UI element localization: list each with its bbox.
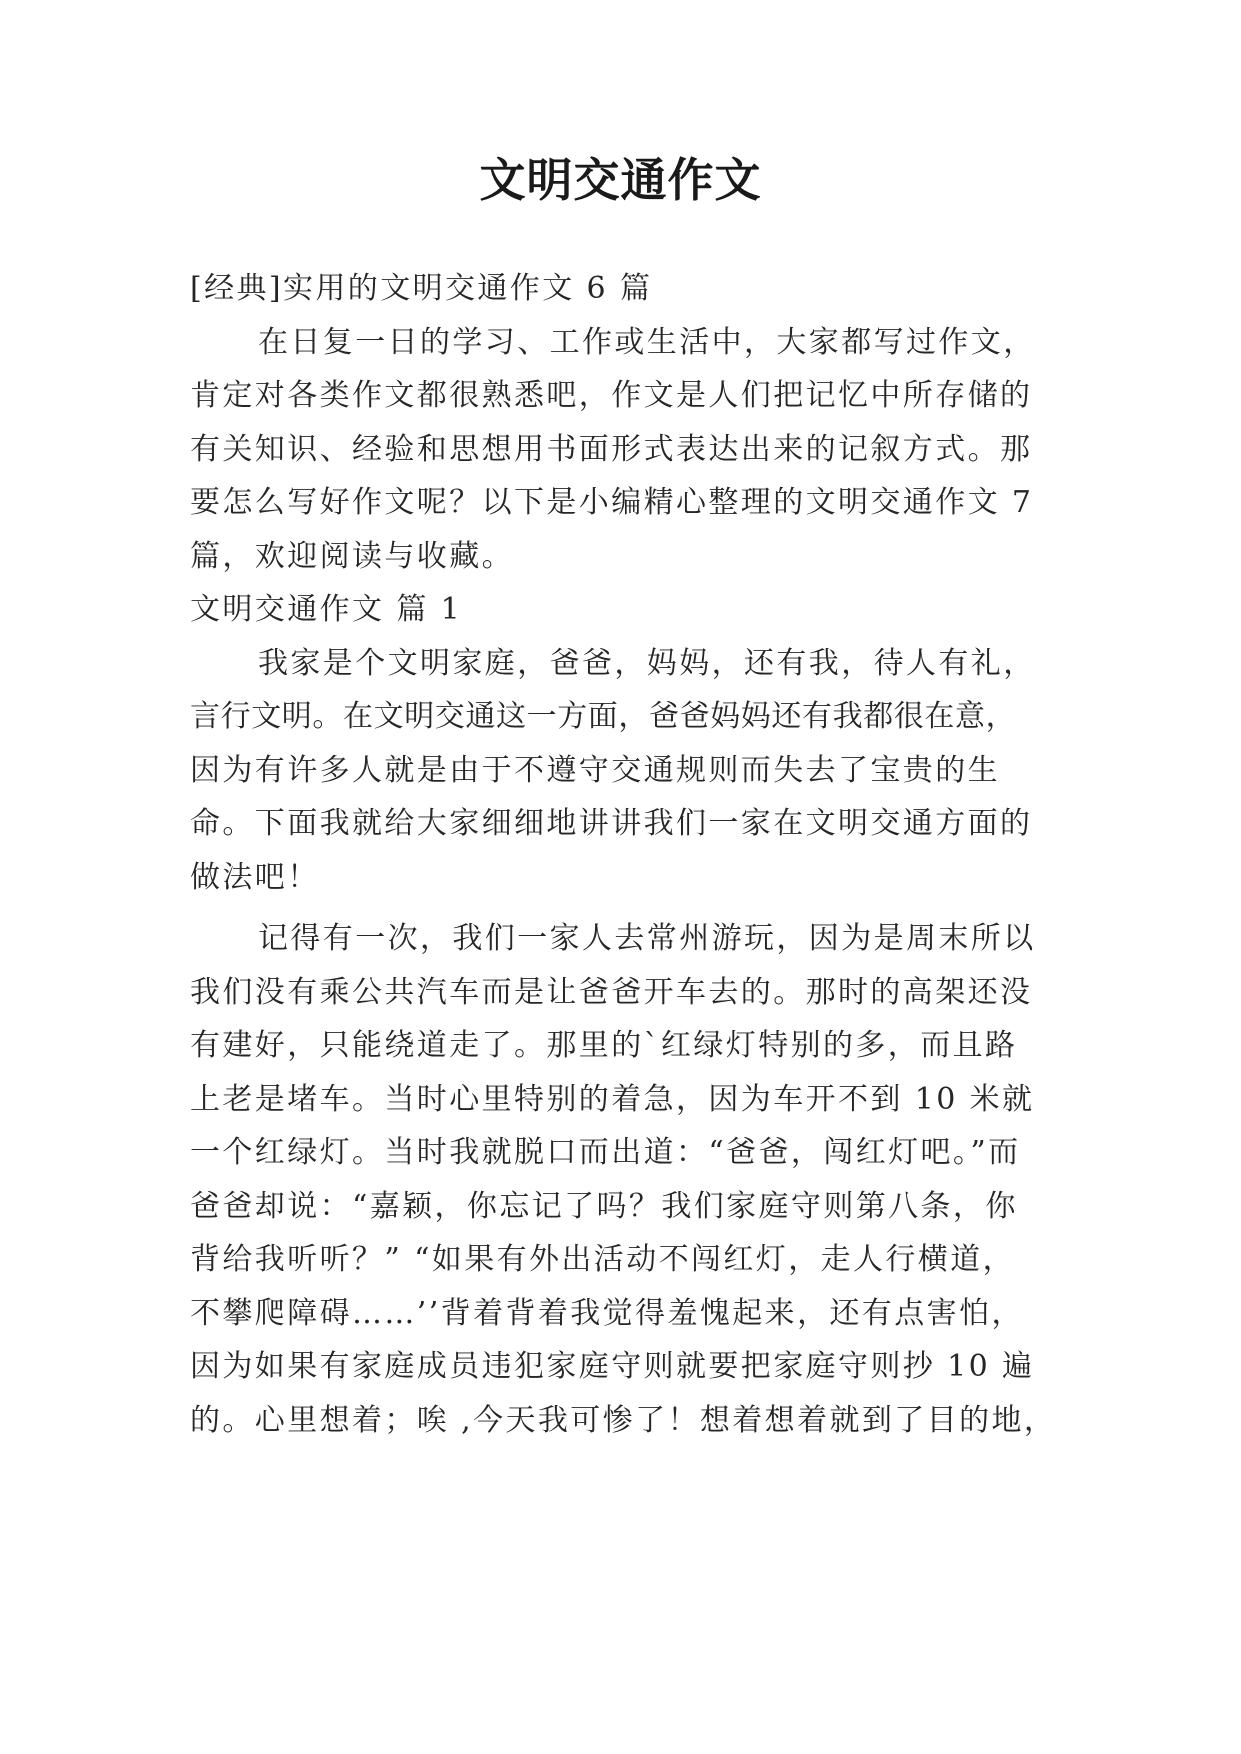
document-body — [190, 262, 1070, 1447]
paragraph-line: 不攀爬障碍……’’背着背着我觉得羞愧起来，还有点害怕， — [190, 1295, 1024, 1331]
paragraph-line: 一个红绿灯。当时我就脱口而出道：“爸爸，闯红灯吧。”而 — [190, 1135, 1021, 1170]
intro-paragraph-line: 有关知识、经验和思想用书面形式表达出来的记叙方式。那 — [190, 431, 1033, 467]
paragraph-line: 言行文明。在文明交通这一方面，爸爸妈妈还有我都很在意， — [190, 699, 1017, 734]
intro-paragraph-line: 肯定对各类作文都很熟悉吧，作文是人们把记忆中所存储的 — [190, 378, 1033, 413]
section-heading: 文明交通作文 篇 1 — [190, 592, 463, 627]
paragraph-line: 我家是个文明家庭，爸爸，妈妈，还有我，待人有礼， — [258, 645, 1036, 681]
paragraph-line: 因为有许多人就是由于不遵守交通规则而失去了宝贵的生 — [190, 752, 1000, 788]
paragraph-line: 有建好，只能绕道走了。那里的`红绿灯特别的多，而且路 — [190, 1028, 1018, 1063]
paragraph-line: 命。下面我就给大家细细地讲讲我们一家在文明交通方面的 — [190, 806, 1033, 841]
article-subtitle: [经典]实用的文明交通作文 6 篇 — [190, 271, 653, 306]
paragraph-line: 做法吧！ — [190, 859, 320, 895]
paragraph-line: 的。心里想着；唉 ,今天我可惨了！想着想着就到了目的地， — [190, 1402, 1057, 1438]
document-title: 文明交通作文 — [479, 153, 762, 207]
paragraph-line: 上老是堵车。当时心里特别的着急，因为车开不到 10 米就 — [190, 1081, 1035, 1117]
paragraph-line: 我们没有乘公共汽车而是让爸爸开车去的。那时的高架还没 — [190, 974, 1033, 1010]
paragraph-line: 背给我听听？” “如果有外出活动不闯红灯，走人行横道， — [190, 1242, 1016, 1277]
intro-paragraph-line: 篇，欢迎阅读与收藏。 — [190, 538, 514, 574]
paragraph-line: 记得有一次，我们一家人去常州游玩，因为是周末所以 — [258, 921, 1036, 956]
paragraph-line: 爸爸却说：“嘉颖，你忘记了吗？我们家庭守则第八条，你 — [190, 1188, 1018, 1224]
intro-paragraph-line: 要怎么写好作文呢？以下是小编精心整理的文明交通作文 7 — [190, 485, 1034, 520]
intro-paragraph-line: 在日复一日的学习、工作或生活中，大家都写过作文， — [258, 324, 1036, 360]
paragraph-line: 因为如果有家庭成员违犯家庭守则就要把家庭守则抄 10 遍 — [190, 1349, 1035, 1384]
